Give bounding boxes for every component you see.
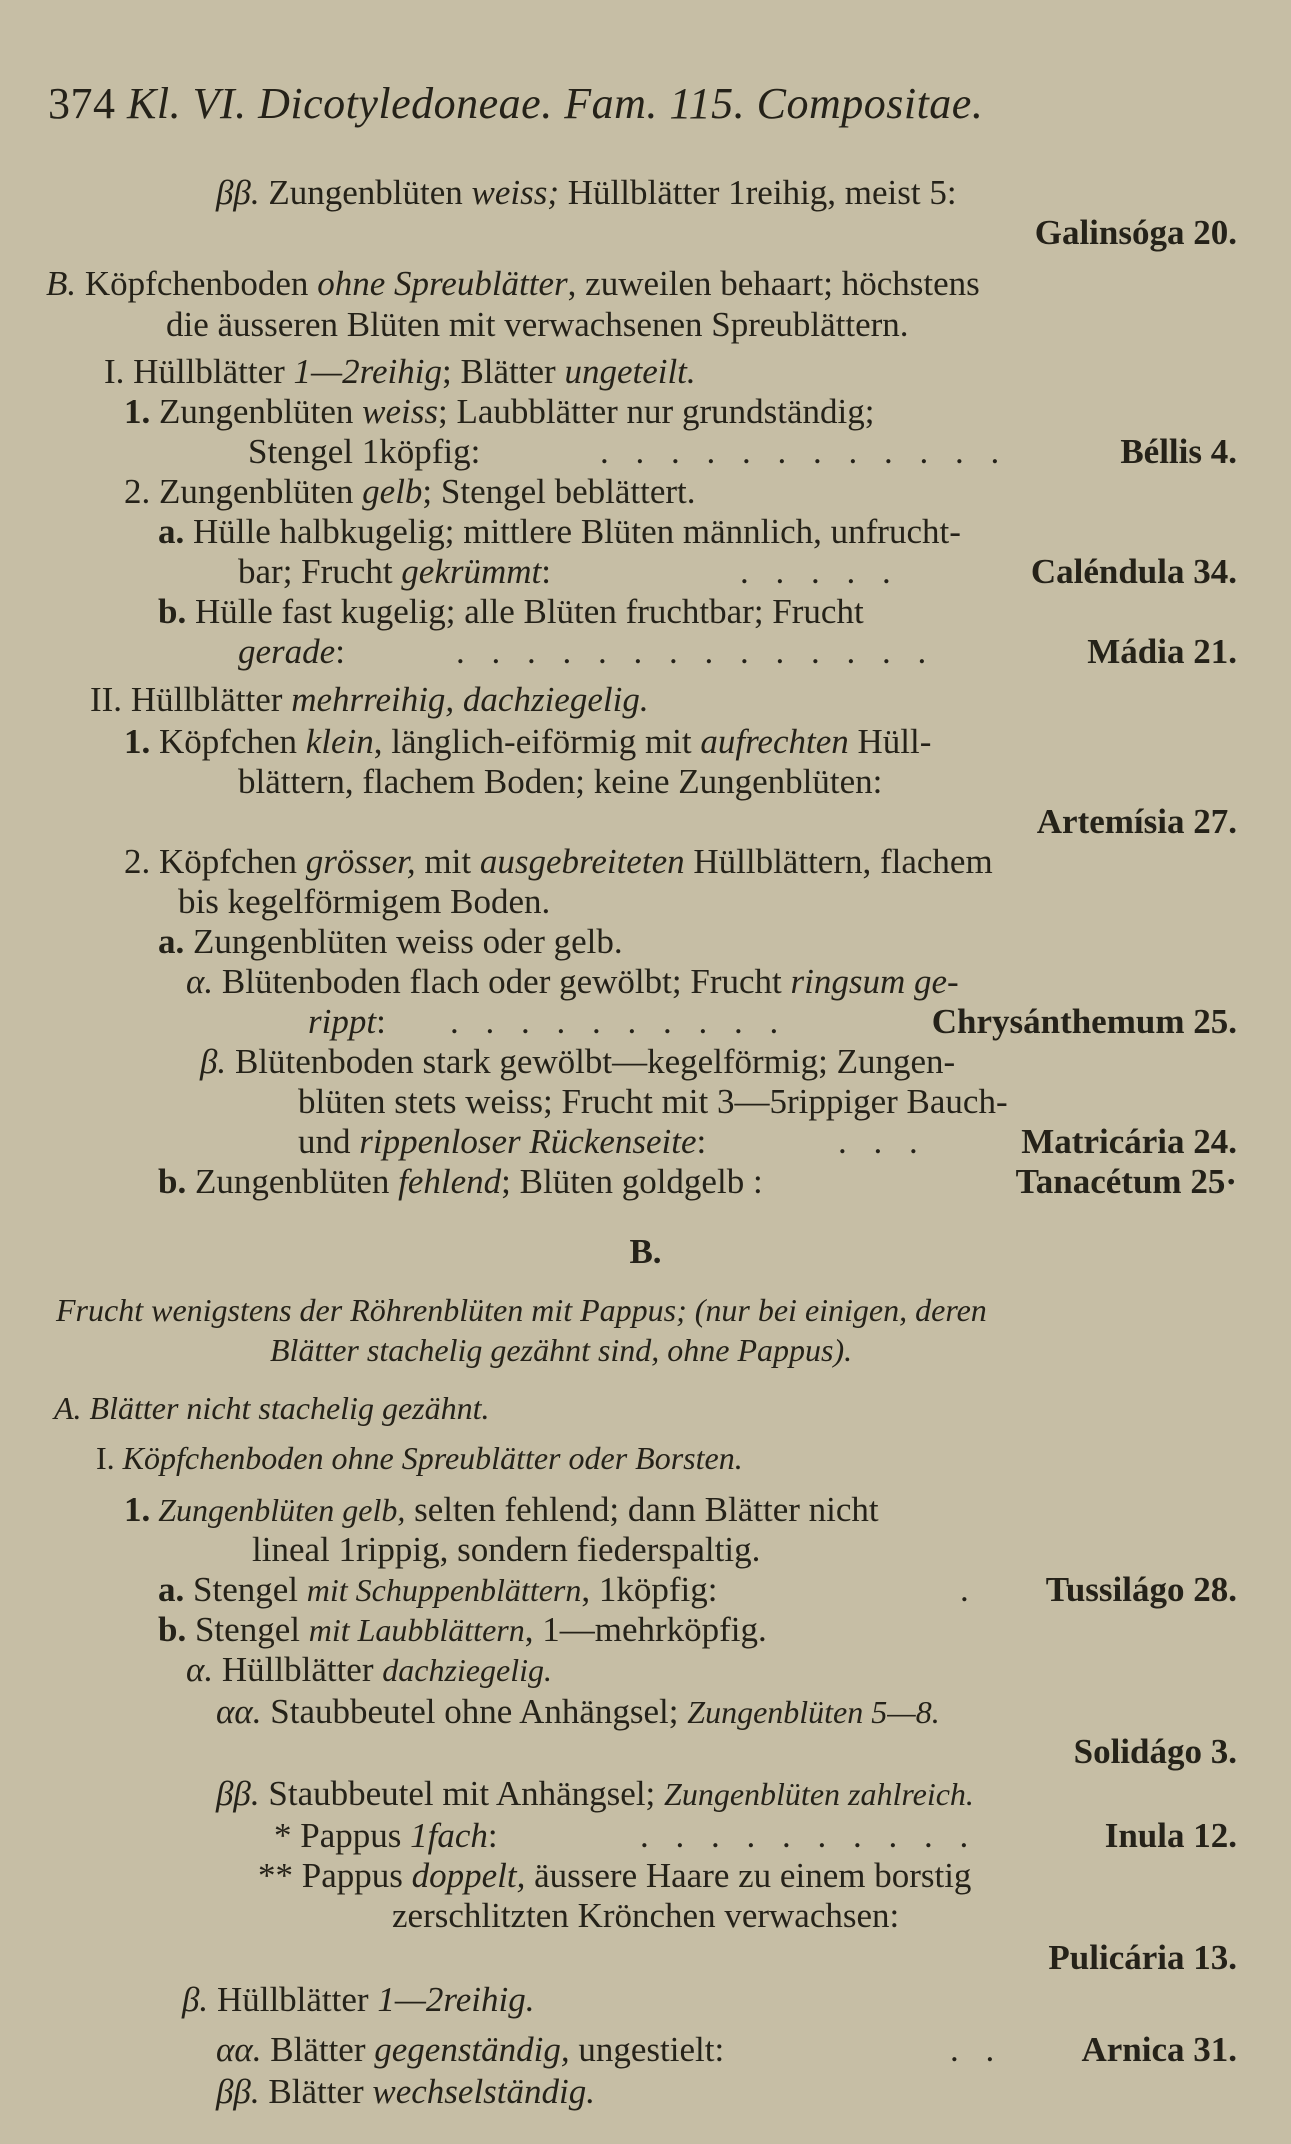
key-line: ββ. Blätter wechselständig. — [216, 2072, 595, 2111]
header-class: Kl. VI. — [127, 79, 247, 128]
key-line: αα. Blätter gegenständig, ungestielt: — [216, 2030, 725, 2069]
key-line: B. Köpfchenboden ohne Spreublätter, zuweilen behaart; höchstens — [46, 264, 980, 303]
genus-name: Solidágo 3. — [1073, 1732, 1237, 1771]
genus-name: Mádia 21. — [1087, 632, 1237, 671]
leader-dots: . . . . . . . . . . . . — [600, 432, 1009, 471]
leader-dots: . — [960, 1570, 969, 1609]
leader-dots: . . . — [838, 1122, 927, 1161]
key-line: die äusseren Blüten mit verwachsenen Spreublättern. — [166, 305, 909, 344]
key-line: A. Blätter nicht stachelig gezähnt. — [54, 1390, 490, 1426]
genus-name: Pulicária 13. — [1048, 1938, 1237, 1977]
key-line: a. Stengel mit Schuppenblättern, 1köpfig: — [158, 1570, 718, 1609]
key-line: αα. Staubbeutel ohne Anhängsel; Zungenblüten 5—8. — [216, 1692, 940, 1731]
key-line: blüten stets weiss; Frucht mit 3—5rippiger Bauch- — [298, 1082, 1008, 1121]
genus-name: Béllis 4. — [1120, 432, 1237, 471]
leader-dots: . . — [950, 2030, 1004, 2069]
key-line: bar; Frucht gekrümmt: — [238, 552, 551, 591]
key-line: a. Zungenblüten weiss oder gelb. — [158, 922, 623, 961]
key-line: gerade: — [238, 632, 345, 671]
key-line: bis kegelförmigem Boden. — [178, 882, 551, 921]
leader-dots: . . . . . . . . . . — [640, 1816, 978, 1855]
genus-name: Tanacétum 25· — [1015, 1162, 1237, 1201]
key-line: I. Hüllblätter 1—2reihig; Blätter ungeteilt. — [104, 352, 696, 391]
key-line: b. Stengel mit Laubblättern, 1—mehrköpfig. — [158, 1610, 767, 1649]
header-family: Fam. 115. — [564, 79, 746, 128]
key-line: rippt: — [308, 1002, 386, 1041]
header-family-name: Compositae. — [756, 79, 984, 128]
key-line: Stengel 1köpfig: — [248, 432, 481, 471]
key-line: α. Blütenboden flach oder gewölbt; Frucht ringsum ge- — [186, 962, 959, 1001]
key-line: 1. Zungenblüten weiss; Laubblätter nur grundständig; — [124, 392, 875, 431]
leader-dots: . . . . . . . . . . — [450, 1002, 788, 1041]
key-line: b. Hülle fast kugelig; alle Blüten fruchtbar; Frucht — [158, 592, 864, 631]
key-line: β. Blütenboden stark gewölbt—kegelförmig; Zungen- — [200, 1042, 956, 1081]
key-line: zerschlitzten Krönchen verwachsen: — [392, 1896, 900, 1935]
key-line: 1. Zungenblüten gelb, selten fehlend; dann Blätter nicht — [124, 1490, 879, 1529]
genus-name: Artemísia 27. — [1036, 802, 1237, 841]
key-line: blättern, flachem Boden; keine Zungenblüten: — [238, 762, 883, 801]
section-intro: Frucht wenigstens der Röhrenblüten mit Pappus; (nur bei einigen, deren — [56, 1292, 987, 1328]
key-line: ** Pappus doppelt, äussere Haare zu einem borstig — [258, 1856, 972, 1895]
genus-name: Inula 12. — [1104, 1816, 1237, 1855]
key-line: b. Zungenblüten fehlend; Blüten goldgelb : — [158, 1162, 763, 1201]
key-line: * Pappus 1fach: — [274, 1816, 498, 1855]
key-line: lineal 1rippig, sondern fiederspaltig. — [252, 1530, 761, 1569]
genus-name: Tussilágo 28. — [1045, 1570, 1237, 1609]
key-line: 2. Köpfchen grösser, mit ausgebreiteten Hüllblättern, flachem — [124, 842, 993, 881]
page-number: 374 — [48, 79, 116, 128]
header-group: Dicotyledoneae. — [258, 79, 553, 128]
genus-name: Chrysánthemum 25. — [931, 1002, 1237, 1041]
genus-name: Caléndula 34. — [1030, 552, 1237, 591]
leader-dots: . . . . . . . . . . . . . . — [456, 632, 936, 671]
key-line: und rippenloser Rückenseite: — [298, 1122, 707, 1161]
key-line: II. Hüllblätter mehrreihig, dachziegelig. — [90, 680, 649, 719]
key-line: I. Köpfchenboden ohne Spreublätter oder Borsten. — [96, 1440, 743, 1476]
key-line: 1. Köpfchen klein, länglich-eiförmig mit aufrechten Hüll- — [124, 722, 932, 761]
key-line: 2. Zungenblüten gelb; Stengel beblättert. — [124, 472, 696, 511]
leader-dots: . . . . . — [740, 552, 900, 591]
key-line: a. Hülle halbkugelig; mittlere Blüten männlich, unfrucht- — [158, 512, 961, 551]
page-header — [48, 78, 983, 129]
key-line: ββ. Staubbeutel mit Anhängsel; Zungenblüten zahlreich. — [216, 1774, 974, 1813]
key-line: α. Hüllblätter dachziegelig. — [186, 1650, 552, 1689]
genus-name: Galinsóga 20. — [1034, 213, 1237, 252]
genus-name: Arnica 31. — [1081, 2030, 1237, 2069]
genus-name: Matricária 24. — [1021, 1122, 1237, 1161]
key-line: ββ. Zungenblüten weiss; Hüllblätter 1reihig, meist 5: — [216, 173, 957, 212]
key-line: β. Hüllblätter 1—2reihig. — [182, 1980, 535, 2019]
section-intro: Blätter stachelig gezähnt sind, ohne Pappus). — [270, 1332, 853, 1368]
section-heading: B. — [629, 1232, 662, 1271]
